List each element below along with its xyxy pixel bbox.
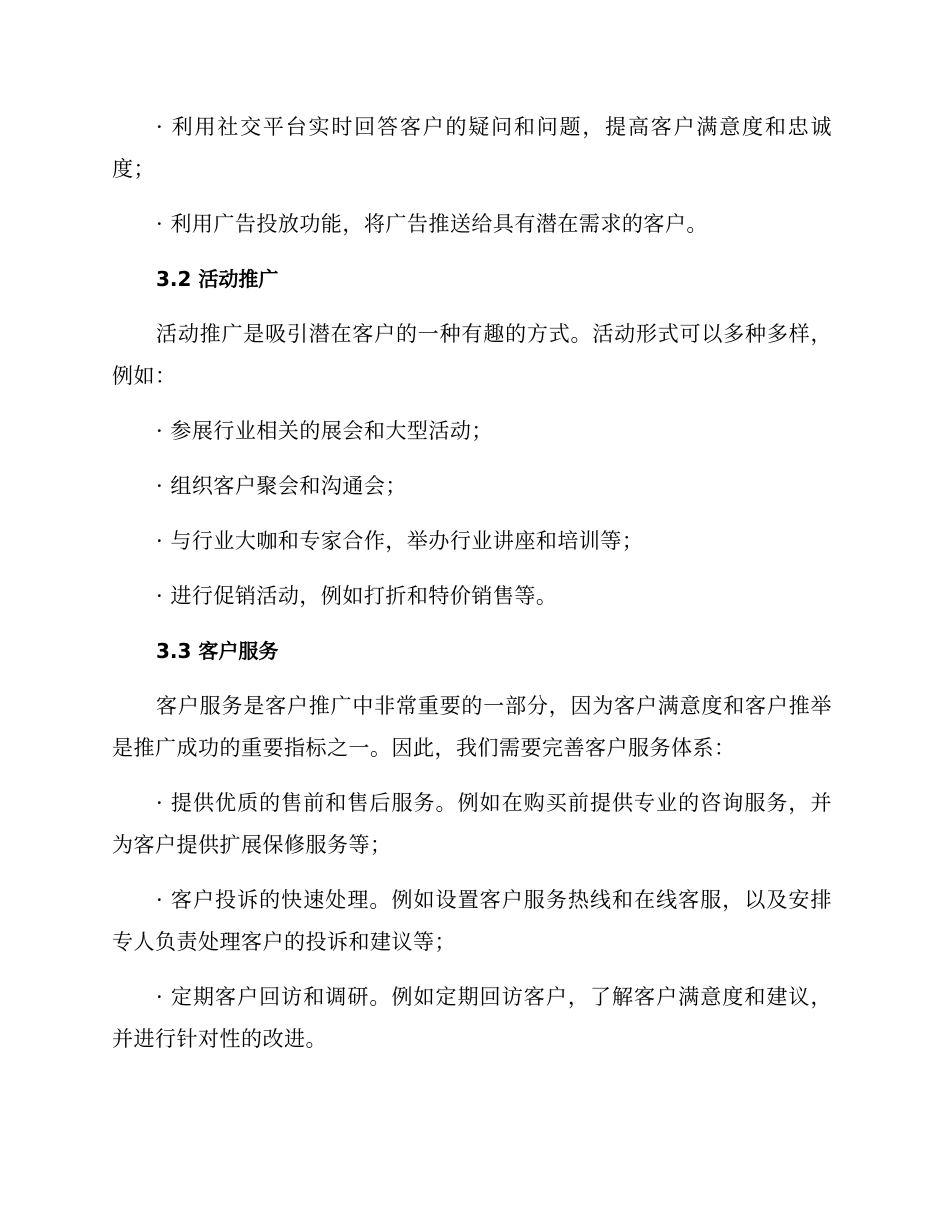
bullet-expert-lectures: · 与行业大咖和专家合作，举办行业讲座和培训等； (156, 529, 644, 553)
bullet-complaint-handling: · 客户投诉的快速处理。例如设置客户服务热线和在线客服，以及安排专人负责处理客户的投诉和建议等； (112, 888, 832, 954)
bullet-ad-push: · 利用广告投放功能，将广告推送给具有潜在需求的客户。 (156, 212, 708, 236)
intro-event-promotion: 活动推广是吸引潜在客户的一种有趣的方式。活动形式可以多种多样，例如： (112, 322, 832, 388)
bullet-pre-after-sales: · 提供优质的售前和售后服务。例如在购买前提供专业的咨询服务，并为客户提供扩展保修服务等； (112, 791, 832, 857)
bullet-social-reply: · 利用社交平台实时回答客户的疑问和问题，提高客户满意度和忠诚度； (112, 115, 832, 181)
section-heading-3-2: 3.2 活动推广 (156, 267, 279, 291)
document-body (112, 106, 832, 1073)
section-heading-3-3: 3.3 客户服务 (156, 639, 279, 663)
bullet-follow-up-survey: · 定期客户回访和调研。例如定期回访客户，了解客户满意度和建议，并进行针对性的改进。 (112, 985, 832, 1051)
bullet-promotions: · 进行促销活动，例如打折和特价销售等。 (156, 584, 558, 608)
bullet-exhibitions: · 参展行业相关的展会和大型活动； (156, 419, 493, 443)
bullet-customer-meetups: · 组织客户聚会和沟通会； (156, 474, 407, 498)
intro-customer-service: 客户服务是客户推广中非常重要的一部分，因为客户满意度和客户推举是推广成功的重要指标之一。因此，我们需要完善客户服务体系： (112, 694, 832, 760)
